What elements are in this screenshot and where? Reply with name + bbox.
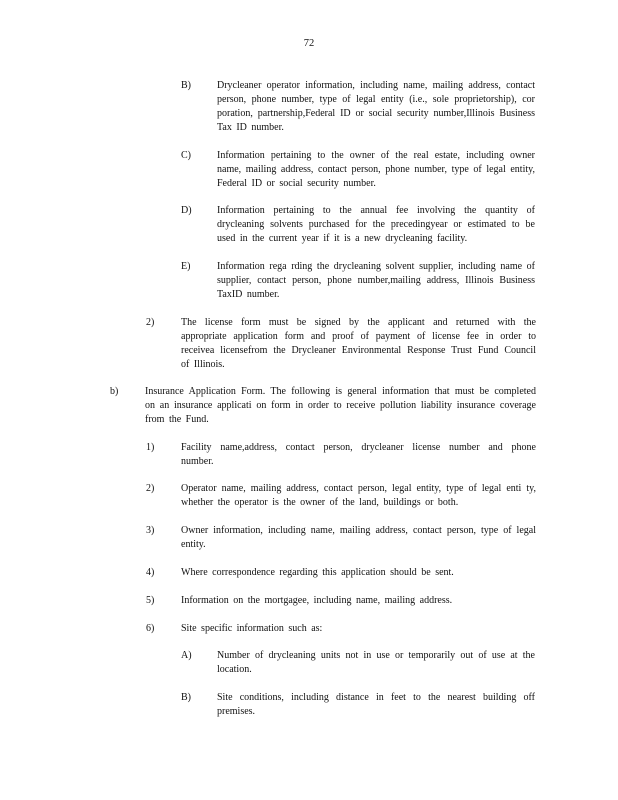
item-text: Site specific information such as: [181,623,323,634]
item-marker: 5) [146,595,155,606]
item-text: Information pertaining to the annual fee involving the quantity of drycleaning solvents purchased for the precedingyear or estimated to be used in the current year if it is a new drycleaning facility. [217,205,535,244]
item-marker: A) [181,650,192,661]
item-marker: b) [110,386,119,397]
item-text: Site conditions, including distance in feet to the nearest building off premises. [217,692,535,717]
item-marker: 3) [146,525,155,536]
item-marker: B) [181,692,191,703]
item-text: Insurance Application Form. The following is general information that must be completed on an insurance applicati on form in order to receive pollution liability insurance coverage from the Fund. [145,386,536,425]
item-marker: 6) [146,623,155,634]
item-text: Drycleaner operator information, including name, mailing address, contact person, phone number, type of legal entity (i.e., sole proprietorship), cor poration, partnership,Federal ID or social security number,Illinois Business Tax ID number. [217,80,535,133]
item-text: Number of drycleaning units not in use or temporarily out of use at the location. [217,650,535,675]
item-marker: D) [181,205,192,216]
item-marker: C) [181,150,191,161]
item-text: The license form must be signed by the applicant and returned with the appropriate application form and proof of payment of license fee in order to receivea licensefrom the Drycleaner Environmental Response Trust Fund Council of Illinois. [181,317,536,370]
item-text: Where correspondence regarding this application should be sent. [181,567,454,578]
item-text: Information pertaining to the owner of the real estate, including owner name, mailing address, contact person, phone number, type of legal entity, Federal ID or social security number. [217,150,535,189]
item-text: Facility name,address, contact person, drycleaner license number and phone number. [181,442,536,467]
item-marker: B) [181,80,191,91]
item-marker: 4) [146,567,155,578]
page-number: 72 [303,38,315,49]
item-text: Information on the mortgagee, including name, mailing address. [181,595,453,606]
item-marker: 2) [146,317,155,328]
item-marker: E) [181,261,191,272]
item-marker: 1) [146,442,155,453]
item-text: Information rega rding the drycleaning solvent supplier, including name of supplier, contact person, phone number,mailing address, Illinois Business TaxID number. [217,261,535,300]
item-text: Operator name, mailing address, contact person, legal entity, type of legal enti ty, whether the operator is the owner of the land, buildings or both. [181,483,536,508]
item-text: Owner information, including name, mailing address, contact person, type of legal entity. [181,525,536,550]
item-marker: 2) [146,483,155,494]
